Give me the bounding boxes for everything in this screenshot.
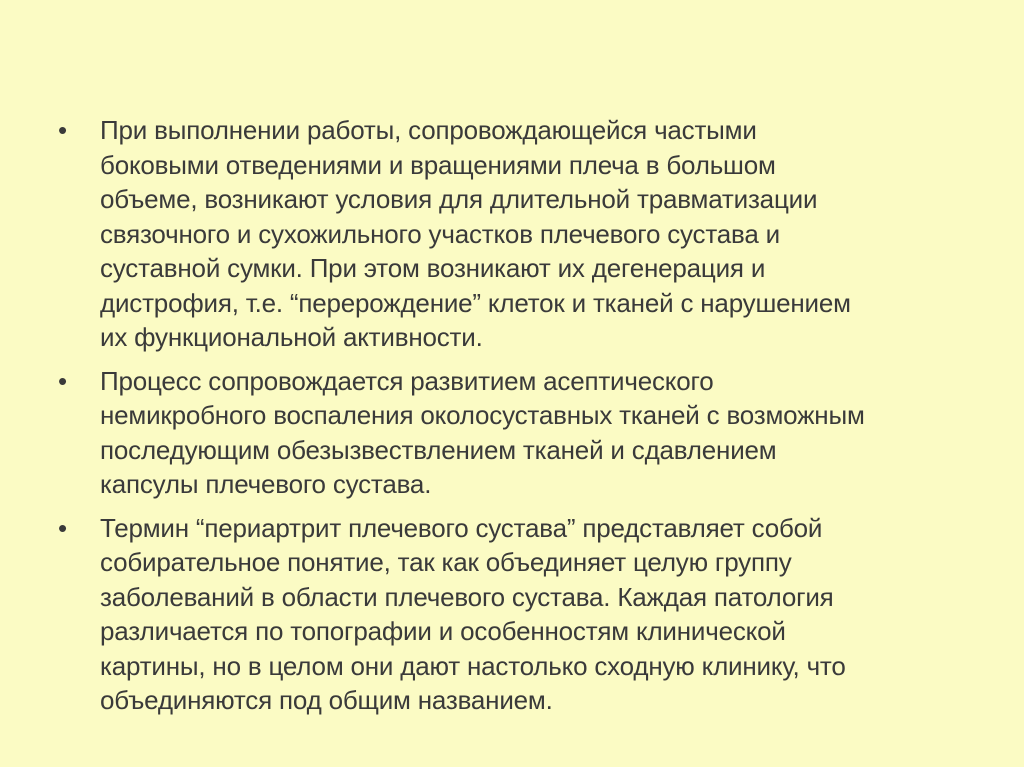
bullet-marker: •: [58, 365, 68, 396]
bullet-marker: •: [58, 512, 68, 543]
bullet-item-3: [58, 511, 978, 718]
bullet-marker: •: [58, 115, 68, 145]
bullet-item-2: [58, 364, 978, 502]
bullet-text-1: При выполнении работы, сопровождающейся частыми боковыми отведениями и вращениями плеча в большом объеме, возникают условия для длительной травматизации связочного и сухожильного участков плечевого сустава и суставной сумки. При этом возникают их дегенерация и дистрофия, т.е. “перерождение” клеток и тканей с нарушением их функциональной активности.: [100, 115, 851, 352]
bullet-item-1: [58, 113, 978, 355]
bullet-text-2: Процесс сопровождается развитием асептического немикробного воспаления околосуставных тканей с возможным последующим обезызвествлением тканей и сдавлением капсулы плечевого сустава.: [100, 365, 865, 499]
bullet-text-3: Термин “периартрит плечевого сустава” представляет собой собирательное понятие, так как объединяет целую группу заболеваний в области плечевого сустава. Каждая патология различается по топографии и особенностям клинической картины, но в целом они дают настолько сходную клинику, что объединяются под общим названием.: [100, 512, 846, 715]
bullet-list: [58, 113, 978, 727]
